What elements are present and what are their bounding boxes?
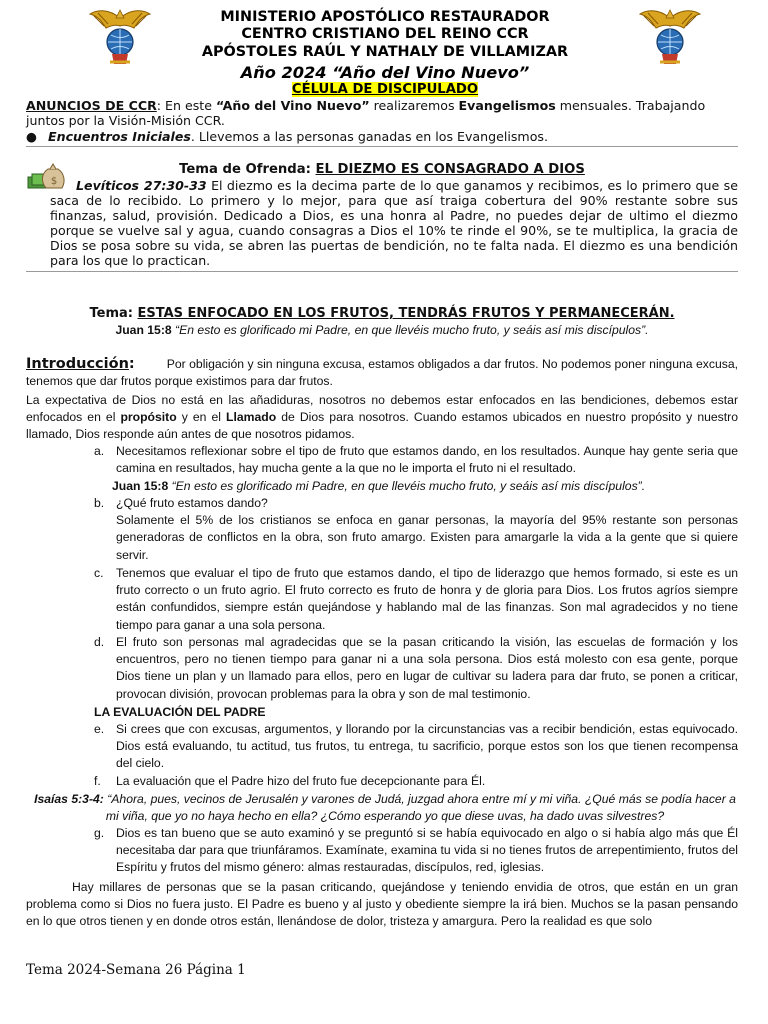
list-item-text: Tenemos que evaluar el tipo de fruto que estamos dando, el tipo de liderazgo que hemos formado, si este es un fruto correcto o un fruto agrio. El fruto correcto es fruto de honra y de gloria para Dios. Los frutos agríos siempre están confundidos, siempre están quejándose y hablando mal de las finanzas. Son mal agradecidos y no tiene tiempo para ganar a una sola persona. (116, 566, 738, 632)
bullet-text: . Llevemos a las personas ganadas en los Evangelismos. (190, 129, 548, 144)
header-apostles: APÓSTOLES RAÚL Y NATHALY DE VILLAMIZAR (201, 44, 569, 60)
announcements-bullet (26, 129, 738, 144)
theme-verse-text: “En esto es glorificado mi Padre, en que llevéis mucho fruto, y seáis así mis discípulos”. (171, 323, 649, 337)
list-marker: g. (94, 826, 105, 840)
intro-paragraph-1 (26, 356, 738, 390)
list-item-e (94, 721, 738, 773)
list-item-g (94, 825, 738, 877)
intro-colon: : (128, 356, 135, 372)
item-a-verse-text: “En esto es glorificado mi Padre, en que llevéis mucho fruto, y seáis así mis discípulos”. (168, 479, 646, 493)
offering-verse-ref: Levíticos 27:30-33 (76, 178, 207, 193)
list-item-c (94, 565, 738, 634)
intro-text-2: La expectativa de Dios no está en las añadiduras, nosotros no debemos estar enfocados en las bendiciones, debemos estar enfocados en el (26, 393, 738, 425)
cell-title: CÉLULA DE DISCIPULADO (291, 82, 479, 97)
list-marker: f. (94, 774, 101, 788)
list-item-a (94, 443, 738, 477)
cell-title-wrap (150, 82, 620, 98)
intro-heading: Introducción (26, 356, 129, 372)
list-item-text: Si crees que con excusas, argumentos, y llorando por la circunstancias vas a recibir bendición, estas equivocado. Dios está evaluando, tu actitud, tus frutos, tu entrega, tu sacrificio, porque estos son los que tienen recompensa del cielo. (116, 722, 738, 771)
list-marker: b. (94, 496, 105, 510)
isaiah-verse-text: “Ahora, pues, vecinos de Jerusalén y varones de Judá, juzgad ahora entre mí y mi viña. ¿Qué más se podía hacer a mi viña, que yo no haya hecho en ella? ¿Cómo esperando yo que diese uvas, ha dado uvas silvestres? (103, 792, 736, 824)
announcements-evangelism: Evangelismos (458, 98, 556, 113)
bullet-bold-text: Encuentros Iniciales (48, 129, 191, 144)
theme-title: ESTAS ENFOCADO EN LOS FRUTOS, TENDRÁS FRUTOS Y PERMANECERÁN. (137, 306, 675, 321)
offering-label: Tema de Ofrenda: (179, 162, 316, 177)
isaiah-verse-ref: Isaías 5:3-4: (34, 792, 104, 806)
offering-heading (26, 162, 738, 177)
list-marker: e. (94, 722, 105, 736)
theme-verse-ref: Juan 15:8 (115, 323, 172, 337)
list-item-text: La evaluación que el Padre hizo del fruto fue decepcionante para Él. (116, 774, 486, 788)
list-item-text: Solamente el 5% de los cristianos se enfoca en ganar personas, la mayoría del 95% restante son personas generadoras de conflictos en la obra, son fruto amargo. Existen para amargarle la vida a la gente que si quiere servir. (116, 513, 738, 562)
list-item-b (94, 495, 738, 564)
list-item-text: Necesitamos reflexionar sobre el tipo de fruto que estamos dando, en los resultados. Aunque hay gente seria que camina en resultados, hay mucha gente a la que no le importa el fruto ni el resultado. (116, 444, 738, 476)
announcements-label: ANUNCIOS DE CCR (26, 98, 157, 113)
page-footer: Tema 2024-Semana 26 Página 1 (26, 962, 246, 978)
isaiah-verse (30, 791, 740, 825)
section-divider (26, 271, 738, 272)
list-item-d (94, 634, 738, 703)
intro-text-1: Por obligación y sin ninguna excusa, estamos obligados a dar frutos. No podemos poner ninguna excusa, tenemos que dar frutos porque existimos para dar frutos. (26, 357, 738, 389)
intro-purpose: propósito (120, 410, 177, 425)
header-ministry: MINISTERIO APOSTÓLICO RESTAURADOR (220, 9, 550, 25)
list-marker: a. (94, 444, 105, 458)
list-marker: d. (94, 635, 105, 649)
bullet-dot-icon: ● (26, 129, 37, 144)
theme-heading (26, 306, 738, 321)
offering-body: El diezmo es la decima parte de lo que ganamos y recibimos, es lo primero que se saca de lo recibido. Lo primero y lo mejor, para que así traiga cobertura del 90% restante sobre sus finanzas, salud, provisión. Dedicado a Dios, es una honra al Padre, no puedes dejar de ultimo el diezmo porque se vuelve sal y agua, cuando consagras a Dios el 10% te rinde el 90%, se te multiplica, la gracia de Dios se posa sobre su vida, se abren las puertas de bendición, no te falta nada. El diezmo es una bendición para los que lo practican. (50, 178, 738, 268)
list-item-question: ¿Qué fruto estamos dando? (116, 496, 268, 510)
eagle-globe-emblem-icon (638, 4, 702, 68)
list-marker: c. (94, 566, 104, 580)
offering-title: EL DIEZMO ES CONSAGRADO A DIOS (315, 162, 585, 177)
theme-verse (26, 322, 738, 339)
item-a-verse (112, 478, 738, 495)
section-divider (26, 146, 738, 147)
list-item-text: El fruto son personas mal agradecidas que se la pasan criticando la visión, las escuelas de formación y los encuentros, pero no tienen tiempo para ganar ni a una sola persona. Dios está molesto con esa gente, porque Dios tiene un plan y un llamado para ellos, pero en lugar de cultivar su ladera para dar fruto, se ponen a criticar, provocan división, provocan problemas para la obra y son de mal testimonio. (116, 635, 738, 701)
header-church: CENTRO CRISTIANO DEL REINO CCR (241, 26, 529, 42)
announcements-text: : En este (156, 98, 216, 113)
eagle-globe-emblem-icon (88, 4, 152, 68)
announcements-year-name: “Año del Vino Nuevo” (215, 98, 370, 113)
list-item-f (94, 773, 738, 790)
closing-paragraph: Hay millares de personas que se la pasan criticando, quejándose y teniendo envidia de otros, que están en un gran problema como si Dios no fuera justo. El Padre es bueno y al justo y obediente siempre la irá bien. Muchos se la pasan pensando en lo que otros tienen y en donde otros están, llenándose de dolor, tristeza y amargura. Pero la realidad es que solo (26, 880, 738, 929)
intro-text-2: y en el (176, 410, 227, 425)
announcements-text: realizaremos (369, 98, 459, 113)
header-year-title: Año 2024 “Año del Vino Nuevo” (240, 63, 530, 82)
item-a-verse-ref: Juan 15:8 (112, 479, 169, 493)
announcements-paragraph (26, 98, 738, 128)
theme-label: Tema: (89, 306, 138, 321)
svg-text:$: $ (50, 176, 58, 187)
announcements-text: mensuales. Trabajando juntos por la Visión-Misión CCR. (26, 98, 706, 128)
evaluation-heading: LA EVALUACIÓN DEL PADRE (94, 705, 266, 719)
intro-text-2: de Dios para nosotros. Cuando estamos ubicados en nuestro propósito y nuestro llamado, Dios responde aún antes de que nosotros pidamos. (26, 410, 738, 442)
intro-calling: Llamado (226, 410, 277, 425)
intro-paragraph-2 (26, 392, 738, 444)
list-item-text: Dios es tan bueno que se auto examinó y se preguntó si se había equivocado en algo o si había algo más que Él necesitaba dar para que triunfáramos. Examínate, examina tu vida si no tienes frutos de arrepentimiento, frutos del Espíritu y frutos del mismo género: almas restauradas, discípulos, red, iglesias. (116, 826, 738, 875)
offering-paragraph (50, 178, 738, 268)
